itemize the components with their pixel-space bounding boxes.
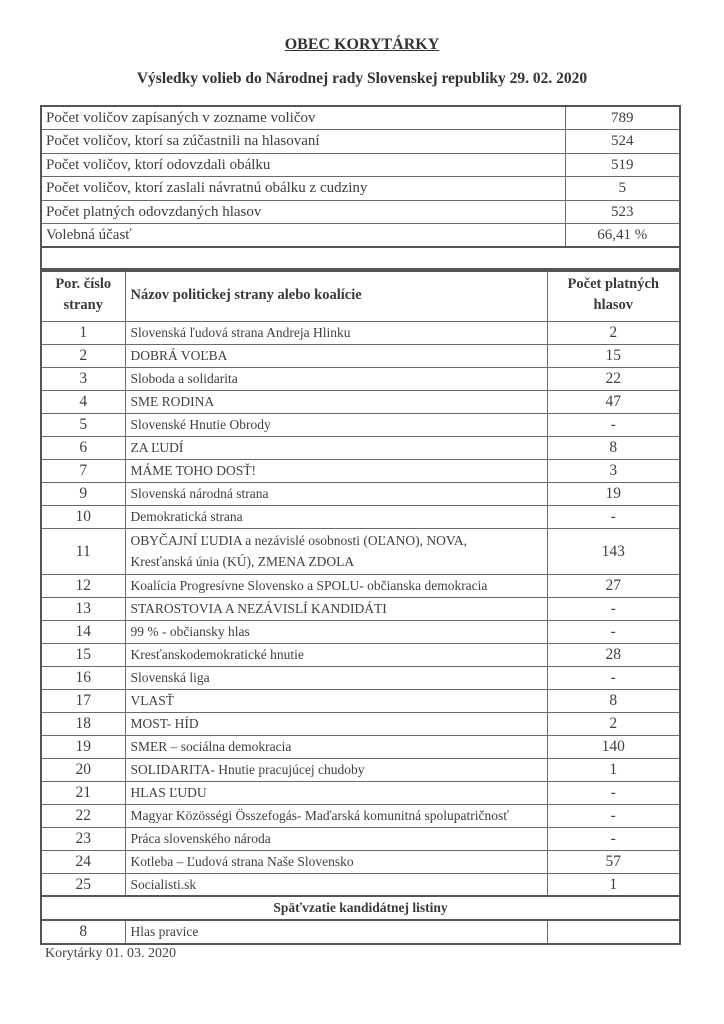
party-name: Sloboda a solidarita: [125, 367, 547, 390]
party-votes: 140: [547, 735, 680, 758]
party-number: 2: [41, 344, 125, 367]
table-row: [41, 597, 680, 620]
party-votes: -: [547, 413, 680, 436]
party-number: 22: [41, 804, 125, 827]
party-votes: -: [547, 597, 680, 620]
table-row: [41, 873, 680, 896]
party-number: 23: [41, 827, 125, 850]
table-row: [41, 827, 680, 850]
party-name: ZA ĽUDÍ: [125, 436, 547, 459]
table-row: [41, 666, 680, 689]
withdrawn-heading: Späťvzatie kandidátnej listiny: [41, 896, 680, 920]
party-number: 21: [41, 781, 125, 804]
header-party-number-line1: Por. číslo: [55, 276, 112, 293]
table-row: [41, 413, 680, 436]
table-row: [41, 781, 680, 804]
party-number: 7: [41, 459, 125, 482]
table-row: [41, 367, 680, 390]
party-name: MOST- HÍD: [125, 712, 547, 735]
party-name: Slovenské Hnutie Obrody: [125, 413, 547, 436]
party-votes: 19: [547, 482, 680, 505]
table-row: [41, 689, 680, 712]
summary-value: 524: [565, 130, 680, 154]
party-votes: 57: [547, 850, 680, 873]
header-valid-votes-line1: Počet platných: [567, 276, 659, 293]
party-votes: -: [547, 827, 680, 850]
results-header-row: [41, 269, 680, 321]
party-number: 25: [41, 873, 125, 896]
summary-label: Počet voličov, ktorí odovzdali obálku: [41, 153, 565, 177]
party-name: SMER – sociálna demokracia: [125, 735, 547, 758]
table-row: [41, 459, 680, 482]
party-name: STAROSTOVIA A NEZÁVISLÍ KANDIDÁTI: [125, 597, 547, 620]
party-number: 17: [41, 689, 125, 712]
party-number: 14: [41, 620, 125, 643]
table-row: [41, 482, 680, 505]
party-number: 3: [41, 367, 125, 390]
municipality-title: OBEC KORYTÁRKY: [284, 36, 440, 53]
summary-value: 789: [565, 106, 680, 130]
party-name: Slovenská národná strana: [125, 482, 547, 505]
header-valid-votes-line2: hlasov: [593, 297, 633, 314]
document-subtitle: Výsledky volieb do Národnej rady Slovenskej republiky 29. 02. 2020: [136, 70, 588, 87]
party-number: 12: [41, 574, 125, 597]
party-number: 13: [41, 597, 125, 620]
table-row: [41, 505, 680, 528]
party-votes: 15: [547, 344, 680, 367]
summary-label: Počet voličov, ktorí zaslali návratnú obálku z cudziny: [41, 177, 565, 201]
table-row: [41, 850, 680, 873]
party-votes: 1: [547, 873, 680, 896]
party-number: 1: [41, 321, 125, 344]
table-row: [41, 804, 680, 827]
party-name-line1: OBYČAJNÍ ĽUDIA a nezávislé osobnosti (OĽANO), NOVA,: [130, 533, 467, 548]
party-number: 6: [41, 436, 125, 459]
table-row: [41, 574, 680, 597]
summary-table: [40, 105, 681, 272]
party-name: Kresťanskodemokratické hnutie: [125, 643, 547, 666]
party-votes: 28: [547, 643, 680, 666]
party-name: Socialisti.sk: [125, 873, 547, 896]
summary-label: Počet platných odovzdaných hlasov: [41, 200, 565, 224]
party-name: VLASŤ: [125, 689, 547, 712]
header-party-name: Názov politickej strany alebo koalície: [125, 269, 547, 321]
party-votes: [547, 920, 680, 944]
table-row: [41, 758, 680, 781]
party-votes: 22: [547, 367, 680, 390]
party-name: Slovenská ľudová strana Andreja Hlinku: [125, 321, 547, 344]
party-votes: -: [547, 505, 680, 528]
party-name: MÁME TOHO DOSŤ!: [125, 459, 547, 482]
party-number: 9: [41, 482, 125, 505]
party-number: 19: [41, 735, 125, 758]
party-number: 24: [41, 850, 125, 873]
party-number: 18: [41, 712, 125, 735]
place-date-footer: Korytárky 01. 03. 2020: [45, 946, 177, 961]
party-votes: 1: [547, 758, 680, 781]
summary-row: [41, 106, 680, 130]
party-name: SME RODINA: [125, 390, 547, 413]
party-name: Demokratická strana: [125, 505, 547, 528]
party-name: 99 % - občiansky hlas: [125, 620, 547, 643]
party-name: SOLIDARITA- Hnutie pracujúcej chudoby: [125, 758, 547, 781]
party-votes: 47: [547, 390, 680, 413]
table-row: [41, 620, 680, 643]
summary-value: 519: [565, 153, 680, 177]
party-votes: -: [547, 620, 680, 643]
party-name: Koalícia Progresívne Slovensko a SPOLU- občianska demokracia: [125, 574, 547, 597]
table-row: [41, 436, 680, 459]
header-party-number: [41, 269, 125, 321]
withdrawn-heading-row: [41, 896, 680, 920]
summary-row: [41, 153, 680, 177]
summary-row: [41, 200, 680, 224]
party-name: DOBRÁ VOĽBA: [125, 344, 547, 367]
table-row: [41, 344, 680, 367]
party-votes: 8: [547, 689, 680, 712]
party-name: [125, 528, 547, 574]
party-votes: 143: [547, 528, 680, 574]
party-name: Magyar Közösségi Összefogás- Maďarská komunitná spolupatričnosť: [125, 804, 547, 827]
table-row: [41, 920, 680, 944]
party-votes: -: [547, 666, 680, 689]
summary-row: [41, 177, 680, 201]
party-number: 8: [41, 920, 125, 944]
table-row: [41, 321, 680, 344]
party-number: 20: [41, 758, 125, 781]
party-votes: 27: [547, 574, 680, 597]
header-party-number-line2: strany: [63, 297, 103, 314]
table-row: [41, 712, 680, 735]
summary-value: 66,41 %: [565, 224, 680, 248]
party-name-line2: Kresťanská únia (KÚ), ZMENA ZDOLA: [130, 554, 355, 569]
party-votes: 2: [547, 321, 680, 344]
results-table: [40, 268, 681, 897]
party-number: 5: [41, 413, 125, 436]
party-name: Slovenská liga: [125, 666, 547, 689]
table-row: [41, 735, 680, 758]
party-votes: 8: [547, 436, 680, 459]
table-row: [41, 643, 680, 666]
summary-value: 5: [565, 177, 680, 201]
summary-label: Volebná účasť: [41, 224, 565, 248]
party-number: 4: [41, 390, 125, 413]
summary-row: [41, 224, 680, 248]
header-valid-votes: [547, 269, 680, 321]
table-row: [41, 528, 680, 574]
party-votes: 3: [547, 459, 680, 482]
withdrawn-table: [40, 895, 681, 945]
party-number: 16: [41, 666, 125, 689]
party-votes: -: [547, 804, 680, 827]
party-number: 11: [41, 528, 125, 574]
party-name: Kotleba – Ľudová strana Naše Slovensko: [125, 850, 547, 873]
summary-value: 523: [565, 200, 680, 224]
party-name: Práca slovenského národa: [125, 827, 547, 850]
party-number: 10: [41, 505, 125, 528]
summary-label: Počet voličov zapísaných v zozname voličov: [41, 106, 565, 130]
party-votes: 2: [547, 712, 680, 735]
party-votes: -: [547, 781, 680, 804]
party-number: 15: [41, 643, 125, 666]
summary-label: Počet voličov, ktorí sa zúčastnili na hlasovaní: [41, 130, 565, 154]
summary-row: [41, 130, 680, 154]
party-name: Hlas pravice: [125, 920, 547, 944]
table-row: [41, 390, 680, 413]
party-name: HLAS ĽUDU: [125, 781, 547, 804]
